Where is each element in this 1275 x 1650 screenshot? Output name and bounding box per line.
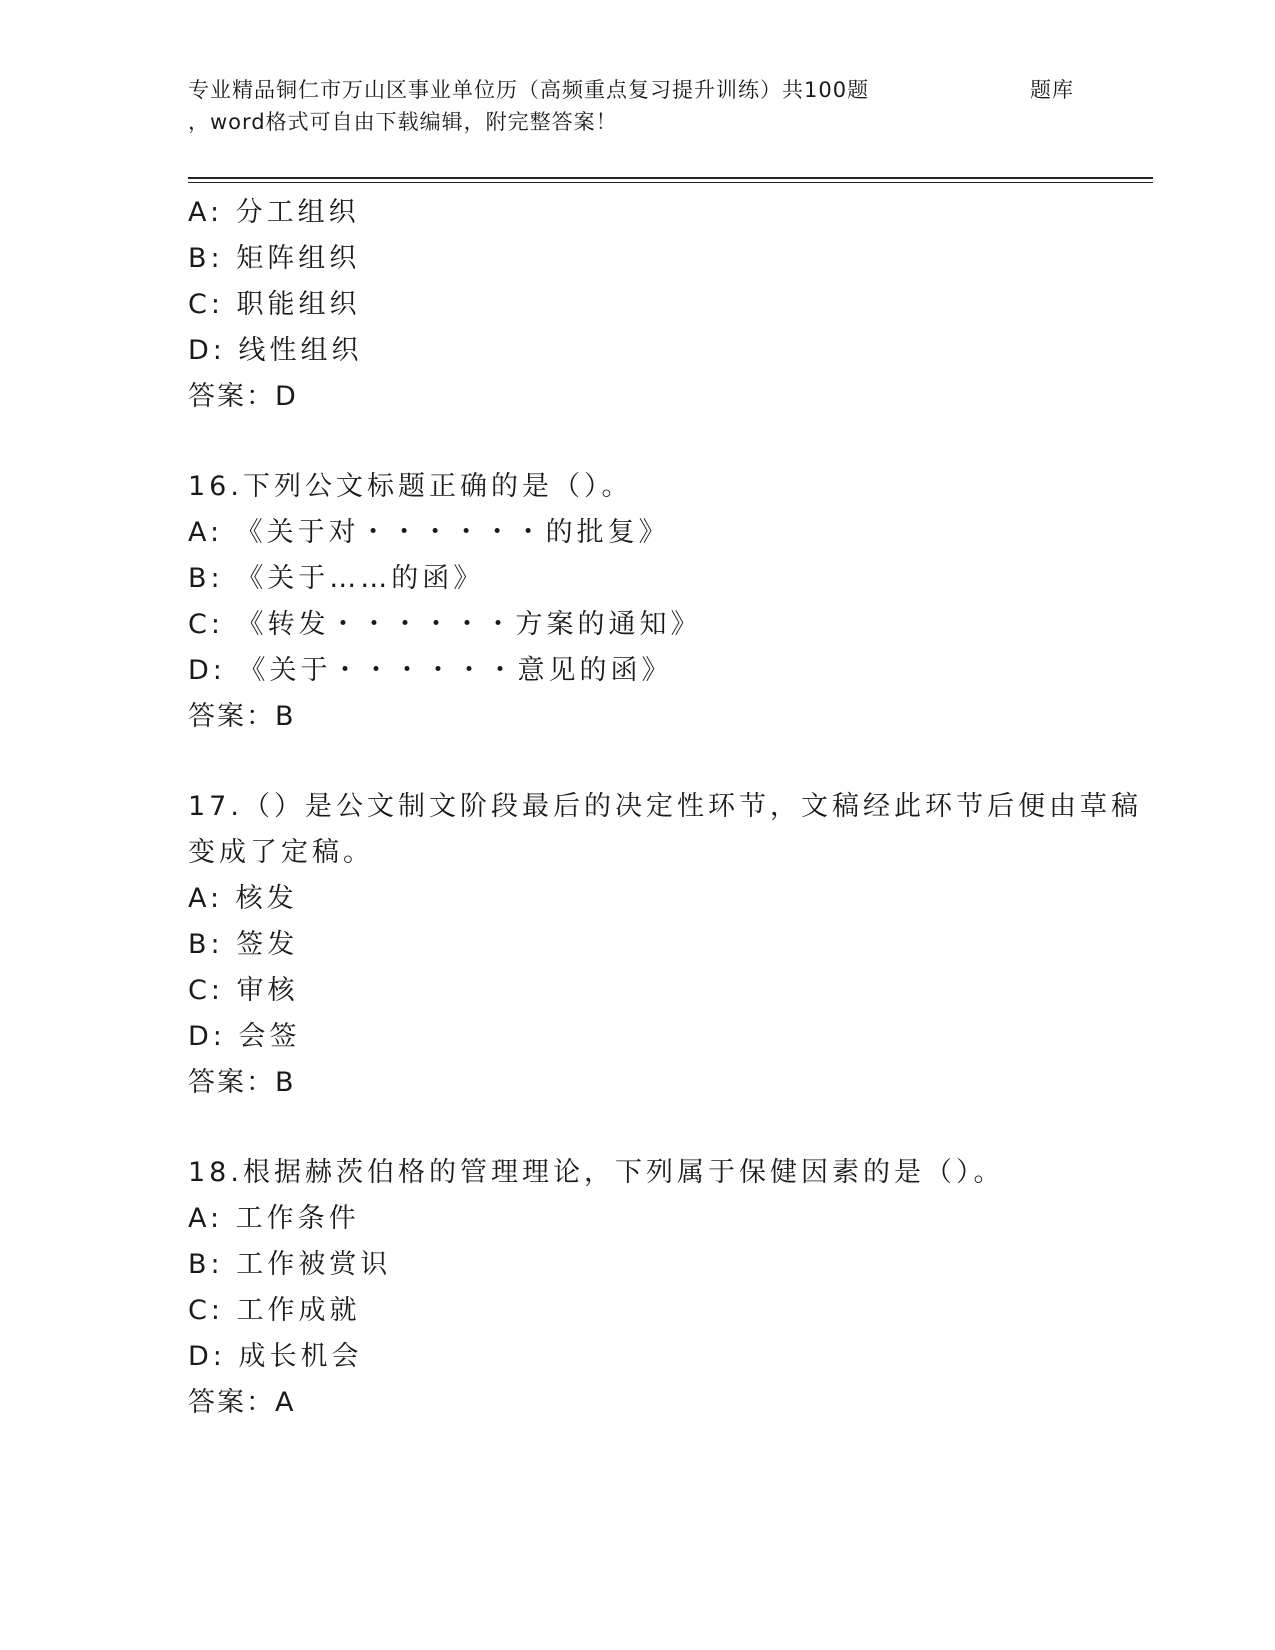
question-text: 16.下列公文标题正确的是（）。: [188, 471, 633, 502]
question-text: 18.根据赫茨伯格的管理理论，下列属于保健因素的是（）。: [188, 1157, 1005, 1188]
question-text: 17.（）是公文制文阶段最后的决定性环节，文稿经此环节后便由草稿: [188, 791, 1142, 822]
question-16: [188, 464, 1088, 740]
question-18: [188, 1150, 1088, 1426]
option-a: A: 核发: [188, 883, 298, 914]
option-c: C: 职能组织: [188, 289, 361, 320]
answer: 答案：B: [188, 701, 296, 732]
question-text-continued: 变成了定稿。: [188, 837, 374, 868]
option-b: B: 《关于……的函》: [188, 563, 485, 594]
option-b: B: 工作被赏识: [188, 1249, 392, 1280]
option-d: D: 线性组织: [188, 335, 363, 366]
document-library-label: 题库: [1030, 78, 1074, 102]
option-a: A: 分工组织: [188, 197, 360, 228]
answer: 答案：A: [188, 1387, 296, 1418]
answer: 答案：B: [188, 1067, 296, 1098]
header-rule-thick: [188, 177, 1153, 179]
spacer: [188, 1106, 1088, 1150]
answer: 答案：D: [188, 381, 298, 412]
question-15-continued: [188, 190, 1088, 420]
document-subtitle: ，word格式可自由下载编辑，附完整答案！: [188, 110, 618, 134]
option-c: C: 审核: [188, 975, 299, 1006]
header-rule-thin: [188, 182, 1153, 183]
question-17: [188, 784, 1142, 1106]
option-d: D: 成长机会: [188, 1341, 363, 1372]
document-title: 专业精品铜仁市万山区事业单位历（高频重点复习提升训练）共100题: [188, 78, 870, 102]
option-d: D: 《关于・・・・・・意见的函》: [188, 655, 673, 686]
option-d: D: 会签: [188, 1021, 301, 1052]
option-b: B: 矩阵组织: [188, 243, 361, 274]
document-body: [188, 190, 1142, 1426]
spacer: [188, 740, 1088, 784]
document-header: [188, 74, 1088, 138]
option-b: B: 签发: [188, 929, 299, 960]
option-a: A: 工作条件: [188, 1203, 360, 1234]
option-c: C: 工作成就: [188, 1295, 361, 1326]
option-a: A: 《关于对・・・・・・的批复》: [188, 517, 670, 548]
option-c: C: 《转发・・・・・・方案的通知》: [188, 609, 702, 640]
spacer: [188, 420, 1088, 464]
